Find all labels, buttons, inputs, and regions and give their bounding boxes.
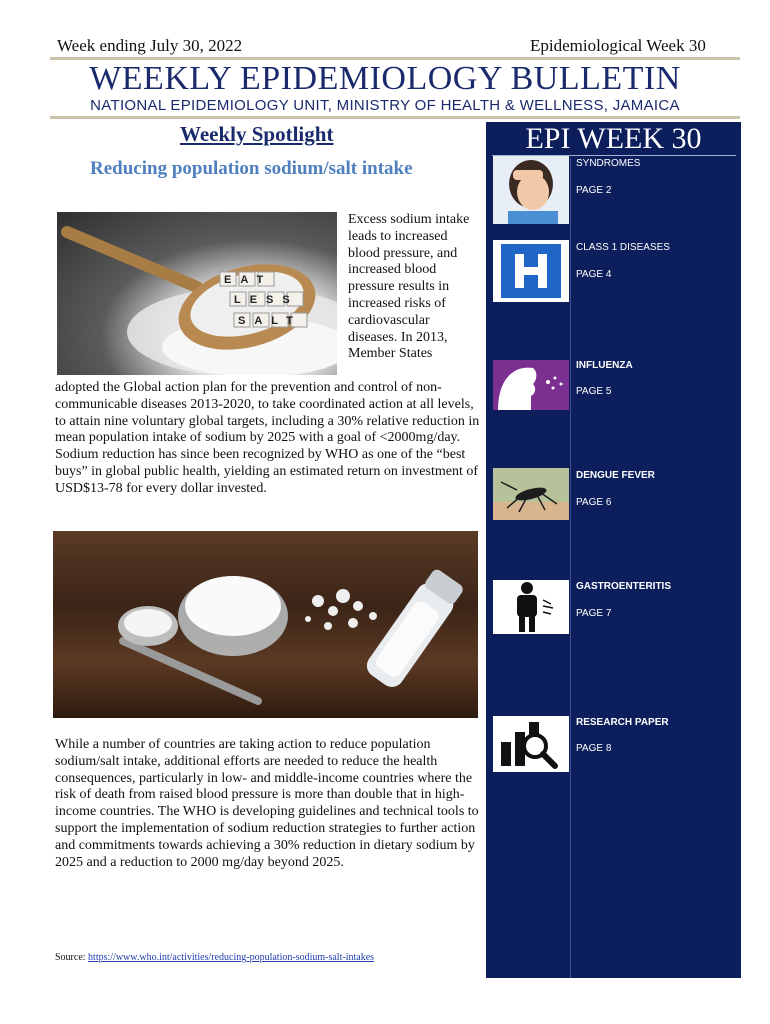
eat-less-salt-photo: [57, 212, 337, 375]
bulletin-title: WEEKLY EPIDEMIOLOGY BULLETIN: [89, 60, 681, 97]
sidebar-contents: [486, 122, 741, 978]
research-magnifier-icon: [493, 716, 569, 772]
sidebar-item-label: DENGUE FEVER: [576, 470, 655, 481]
sidebar-item-label: INFLUENZA: [576, 360, 633, 371]
source-link[interactable]: https://www.who.int/activities/reducing-population-sodium-salt-intakes: [88, 952, 375, 963]
salt-bowl-shaker-photo: [53, 531, 478, 718]
tile-less: LESS: [234, 294, 299, 306]
tile-eat: EAT: [224, 274, 273, 286]
sidebar-item-page: PAGE 7: [576, 608, 612, 619]
sidebar-item-page: PAGE 4: [576, 269, 612, 280]
header-rule-bottom: [50, 116, 740, 119]
sidebar-title: EPI WEEK 30: [525, 122, 702, 155]
article-title: Reducing population sodium/salt intake: [90, 158, 413, 179]
spotlight-paragraph-1: adopted the Global action plan for the prevention and control of non-communicable diseases 2013-2020, to take coordinated action at all levels, to attain nine voluntary global targets, including a 30% relative reduction in mean population intake of sodium by 2025 with a goal of <2000mg/day. Sodium reduction has since been recognized by WHO as one of the “best buys” in global public health, yielding an estimated return on investment of USD$13-78 for every dollar invested.: [55, 380, 480, 496]
sidebar-item-label: GASTROENTERITIS: [576, 581, 672, 592]
week-ending-date: Week ending July 30, 2022: [57, 36, 243, 55]
hospital-h-icon: [493, 240, 569, 302]
sidebar-item-label: SYNDROMES: [576, 158, 641, 169]
mosquito-photo: [493, 468, 569, 520]
sidebar-item-page: PAGE 2: [576, 185, 612, 196]
epidemiological-week-label: Epidemiological Week 30: [530, 36, 706, 55]
sneeze-icon: [493, 360, 569, 410]
spotlight-paragraph-1-top: Excess sodium intake leads to increased blood pressure, and increased blood pressure results in increased risks of cardiovascular diseases. In 2013, Member States: [348, 212, 470, 362]
spotlight-paragraph-2: While a number of countries are taking action to reduce population sodium/salt intake, additional efforts are needed to reduce the health consequences, particularly in low- and middle-income countries where the risk of death from raised blood pressure is more than double that in high-income countries. The WHO is developing guidelines and technical tools to support the implementation of sodium reduction strategies to further action and commitments towards achieving a 30% reduction in dietary sodium by 2025 and a reduction to 2000 mg/day beyond 2025.: [55, 737, 479, 870]
stomach-ache-icon: [493, 580, 569, 634]
bulletin-subtitle: NATIONAL EPIDEMIOLOGY UNIT, MINISTRY OF HEALTH & WELLNESS, JAMAICA: [90, 97, 680, 114]
sidebar-item-page: PAGE 5: [576, 386, 612, 397]
sidebar-divider: [570, 158, 571, 978]
sick-child-photo: [493, 156, 569, 224]
source-label: Source:: [55, 952, 89, 963]
tile-salt: SALT: [238, 315, 302, 327]
source-citation: [55, 952, 374, 963]
sidebar-item-page: PAGE 8: [576, 743, 612, 754]
spotlight-heading: Weekly Spotlight: [180, 122, 334, 146]
sidebar-item-label: CLASS 1 DISEASES: [576, 242, 670, 253]
sidebar-item-page: PAGE 6: [576, 497, 612, 508]
sidebar-item-label: RESEARCH PAPER: [576, 717, 669, 728]
